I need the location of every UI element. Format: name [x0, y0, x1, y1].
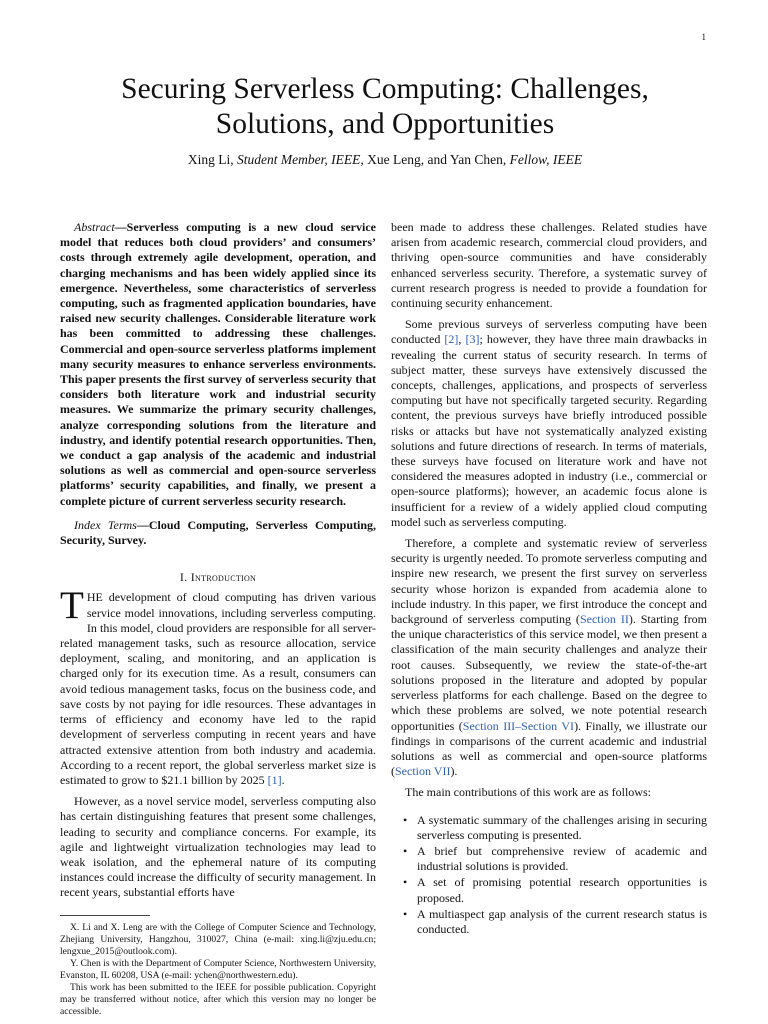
p2-text-b: ,	[458, 332, 466, 347]
list-item	[391, 907, 707, 937]
author-2-3: Xue Leng, and Yan Chen,	[367, 152, 507, 167]
footnote-divider	[60, 915, 150, 916]
paper-title	[60, 72, 710, 142]
list-item	[391, 875, 707, 905]
contributions-list	[391, 813, 707, 938]
contributions-intro: The main contributions of this work are as follows:	[405, 785, 651, 800]
index-terms	[60, 518, 376, 548]
author-3-role: Fellow, IEEE	[509, 152, 583, 167]
drop-cap: T	[60, 584, 84, 628]
section-link-7[interactable]: Section VII	[395, 764, 451, 779]
right-column	[391, 220, 707, 938]
right-paragraph-3	[391, 536, 707, 779]
p3-text-b: ). Starting from the unique characteristics of this service model, we then present a classification of the main security challenges and analyze their root causes. Subsequently, we review the state-of-the-art solutions proposed in the literature and adopted by popular serverless platforms for each challenge. Based on the degree to which these problems are solved, we note potential research opportunities (	[391, 612, 707, 733]
list-item	[391, 813, 707, 843]
p3-text-c: ). Finally, we illustrate our findings in comparisons of the current academic and industrial solutions as well as commercial and open-source platforms (	[391, 718, 707, 779]
abstract	[60, 220, 376, 509]
contribution-text: A set of promising potential research opportunities is proposed.	[417, 875, 707, 905]
section-link-3-6[interactable]: Section III–Section VI	[462, 718, 575, 733]
contribution-text: A systematic summary of the challenges arising in securing serverless computing is presented.	[417, 812, 707, 842]
citation-link-2[interactable]: [2]	[444, 332, 459, 347]
author-line	[60, 151, 710, 168]
author-1: Xing Li,	[187, 152, 234, 167]
title-line-1: Securing Serverless Computing: Challenges,	[121, 73, 649, 105]
right-paragraph-1: been made to address these challenges. Related studies have arisen from academic research, commercial cloud providers, and thriving open-source communities and have considerably enhanced serverless security. Therefore, a systematic survey of current research progress is needed to provide a foundation for continuing security enhancement.	[391, 220, 707, 311]
contribution-text: A multiaspect gap analysis of the current research status is conducted.	[417, 906, 707, 936]
section-numeral: I.	[179, 570, 188, 585]
right-paragraph-2	[391, 317, 707, 530]
bullet-icon: •	[403, 812, 408, 827]
p3-text-d: ).	[450, 764, 458, 779]
bullet-icon: •	[403, 875, 408, 890]
citation-link-1[interactable]: [1]	[267, 772, 282, 787]
left-column	[60, 220, 376, 1018]
abstract-label: Abstract	[74, 220, 115, 234]
intro-p1-text: HE development of cloud computing has driven various service model innovations, including serverless computing. In this model, cloud providers are responsible for all server-related management tasks, such as resource allocation, service deployment, scaling, and monitoring, and an application is charged only for its execution time. As a result, consumers can avoid tedious management tasks, focus on the business code, and save costs by not paying for idle resources. These advantages in terms of efficiency and economy have led to the rapid development of serverless computing in recent years and have attracted extensive attention from both industry and academia. According to a recent report, the global serverless market size is estimated to grow to $21.1 billion by 2025	[60, 590, 376, 787]
p2-text-a: Some previous surveys of serverless computing have been conducted	[391, 317, 707, 347]
p3-text-a: Therefore, a complete and systematic review of serverless security is urgently needed. To promote serverless computing and inspire new research, we present the first survey on serverless security whose horizon is expanded from academia alone to include industry. In this paper, we first introduce the concept and background of serverless computing (	[391, 536, 707, 627]
title-line-2: Solutions, and Opportunities	[215, 108, 555, 140]
author-1-role: Student Member, IEEE,	[237, 152, 364, 167]
bullet-icon: •	[403, 843, 408, 858]
list-item	[391, 844, 707, 874]
intro-paragraph-1	[60, 584, 376, 788]
section-heading-introduction	[60, 570, 376, 585]
bullet-icon: •	[403, 906, 408, 921]
contribution-text: A brief but comprehensive review of academic and industrial solutions is provided.	[417, 843, 707, 874]
intro-paragraph-2: However, as a novel service model, serverless computing also has certain distinguishing features that present some challenges, leading to security and compliance concerns. For example, its agile and lightweight virtualization technologies may lead to weak isolation, and the ephemeral nature of its computing instances could increase the difficulty of security management. In recent years, substantial efforts have	[60, 794, 376, 900]
section-title: Introduction	[190, 570, 257, 585]
index-terms-text: —Cloud Computing, Serverless Computing, Security, Survey.	[60, 517, 376, 548]
intro-p1-end: .	[281, 772, 285, 787]
footnote-affiliation-2: Y. Chen is with the Department of Computer Science, Northwestern University, Evanston, IL 60208, USA (e-mail: ychen@northwestern.edu).	[60, 957, 376, 981]
footnote-copyright: This work has been submitted to the IEEE for possible publication. Copyright may be transferred without notice, after which this version may no longer be accessible.	[60, 981, 376, 1017]
page-number: 1	[701, 32, 706, 42]
p2-text-c: ; however, they have three main drawbacks in revealing the current status of security research. In terms of subject matter, these surveys have extensively discussed the concepts, challenges, applications, and prospects of serverless computing but have not specifically targeted security. Regarding content, the previous surveys have briefly introduced possible risks or attacks but have not systematically analyzed existing solutions and future directions of research. In terms of materials, these surveys have focused on literature work and have not considered the measures adopted in industry (i.e., commercial or open-source platforms); however, an academic focus alone is insufficient for a review of a widely applied cloud computing model such as serverless computing.	[391, 332, 708, 529]
citation-link-3[interactable]: [3]	[465, 332, 480, 347]
section-link-2[interactable]: Section II	[579, 612, 629, 627]
index-terms-label: Index Terms	[74, 517, 137, 532]
abstract-text: —Serverless computing is a new cloud service model that reduces both cloud providers’ and consumers’ costs through extremely agile development, operation, and charging mechanisms and has been widely applied since its emergence. Nevertheless, some characteristics of serverless computing, such as fragmented application boundaries, have raised new security challenges. Considerable literature work has been committed to addressing these challenges. Commercial and open-source serverless platforms implement many security measures to enhance serverless environments. This paper presents the first survey of serverless security that considers both literature work and industrial security measures. We summarize the primary security challenges, analyze corresponding solutions from the literature and industry, and identify potential research opportunities. Then, we conduct a gap analysis of the academic and industrial solutions as well as commercial and open-source serverless platforms’ security capabilities, and finally, we present a complete picture of current serverless security research.	[60, 220, 376, 508]
footnote-affiliation-1: X. Li and X. Leng are with the College of Computer Science and Technology, Zhejiang University, Hangzhou, 310027, China (e-mail: xing.li@zju.edu.cn; lengxue_2015@outlook.com).	[60, 921, 376, 957]
